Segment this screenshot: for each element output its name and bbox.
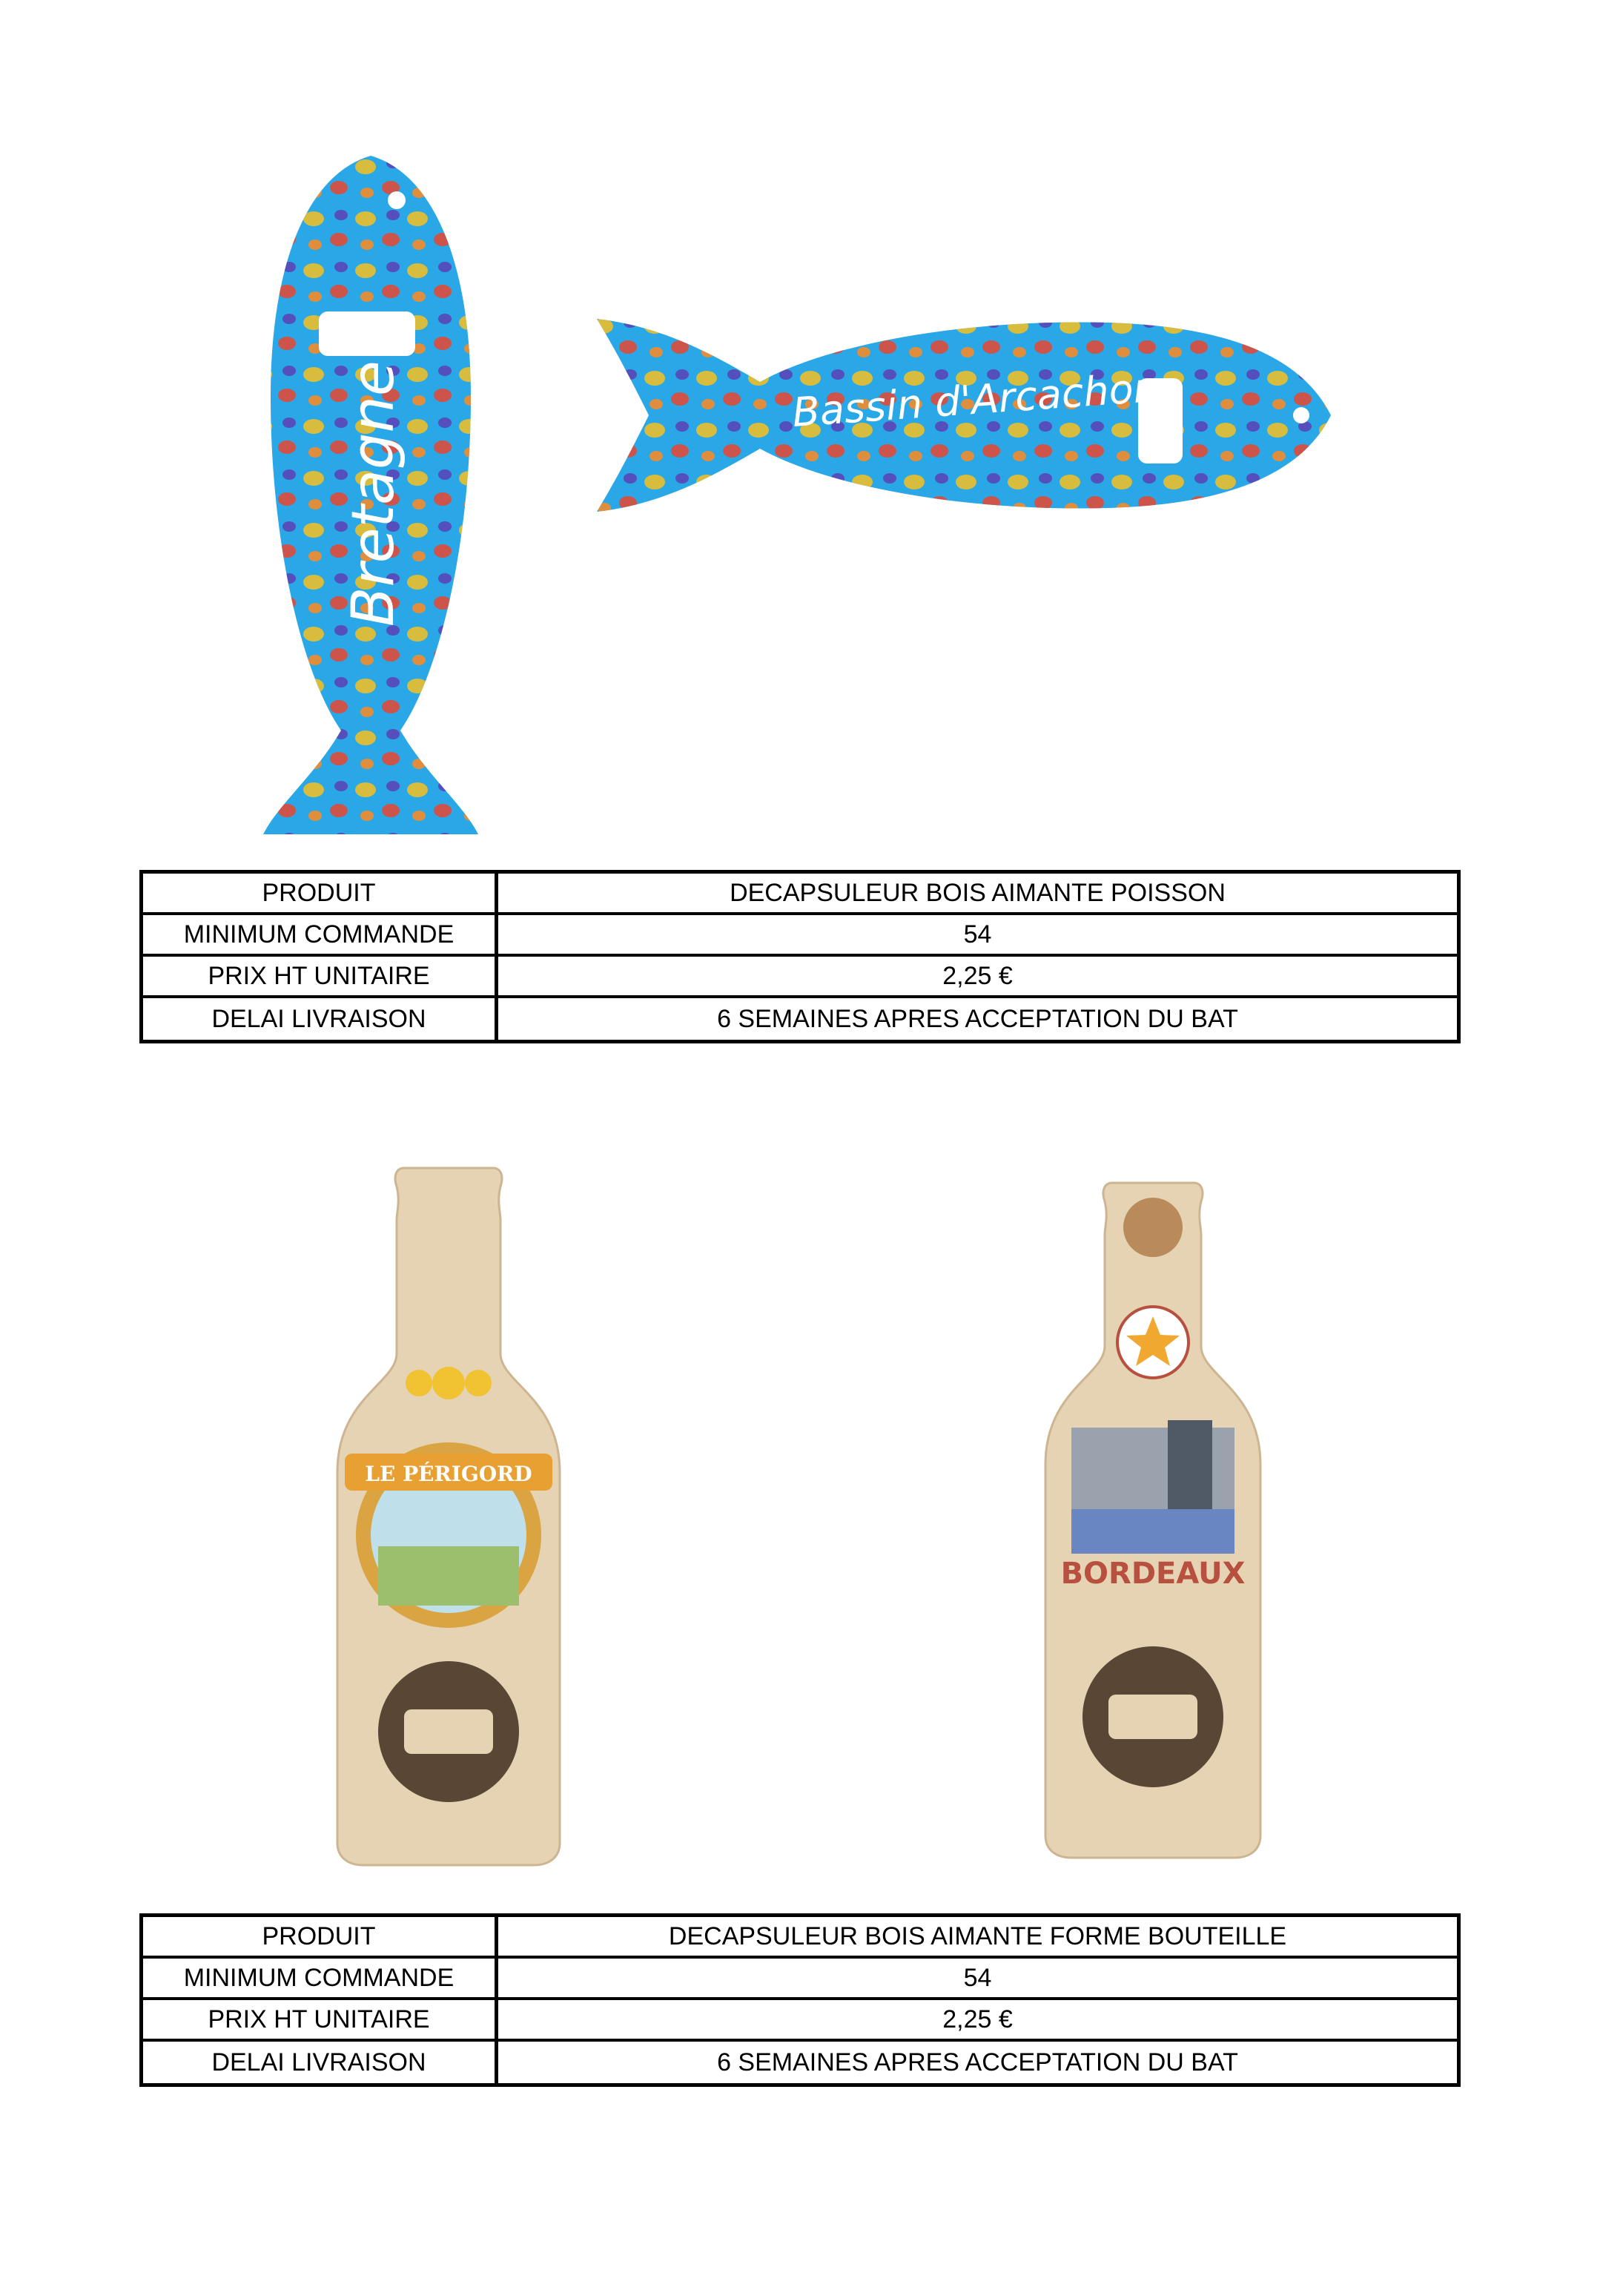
row-value: DECAPSULEUR BOIS AIMANTE FORME BOUTEILLE xyxy=(668,1921,1287,1950)
fish-caption-arcachon: Bassin d'Arcachon xyxy=(790,363,1160,436)
row-value: 54 xyxy=(963,920,992,949)
table-row xyxy=(143,874,1457,915)
bottle-caption-perigord: LE PÉRIGORD xyxy=(365,1462,532,1486)
row-value: 6 SEMAINES APRES ACCEPTATION DU BAT xyxy=(717,2048,1238,2076)
product-table-bottle xyxy=(139,1913,1461,2087)
bottle-opener-bordeaux-image xyxy=(1027,1175,1279,1865)
table-row xyxy=(143,915,1457,957)
table-row xyxy=(143,2042,1457,2083)
fish-opener-arcachon-image xyxy=(589,311,1338,519)
row-label: PRODUIT xyxy=(143,1917,498,1956)
table-row xyxy=(143,957,1457,998)
row-value: 54 xyxy=(963,1963,992,1992)
table-row xyxy=(143,2000,1457,2042)
product-table-fish xyxy=(139,870,1461,1043)
row-label: PRIX HT UNITAIRE xyxy=(143,2000,498,2039)
row-label: MINIMUM COMMANDE xyxy=(143,915,498,954)
bottle-caption-bordeaux: BORDEAUX xyxy=(1060,1557,1246,1591)
row-label: PRODUIT xyxy=(143,874,498,912)
row-value: 2,25 € xyxy=(942,2005,1013,2033)
fish-opener-bretagne-image xyxy=(248,152,493,842)
fish-caption-bretagne: Bretagne xyxy=(340,360,407,627)
row-label: DELAI LIVRAISON xyxy=(143,998,498,1040)
row-value: 2,25 € xyxy=(942,961,1013,990)
table-row xyxy=(143,1959,1457,2000)
row-label: PRIX HT UNITAIRE xyxy=(143,957,498,995)
row-label: MINIMUM COMMANDE xyxy=(143,1959,498,1997)
row-label: DELAI LIVRAISON xyxy=(143,2042,498,2083)
table-row xyxy=(143,1917,1457,1959)
row-value: 6 SEMAINES APRES ACCEPTATION DU BAT xyxy=(717,1004,1238,1033)
table-row xyxy=(143,998,1457,1040)
bottle-opener-perigord-image xyxy=(323,1161,575,1873)
row-value: DECAPSULEUR BOIS AIMANTE POISSON xyxy=(730,878,1226,907)
